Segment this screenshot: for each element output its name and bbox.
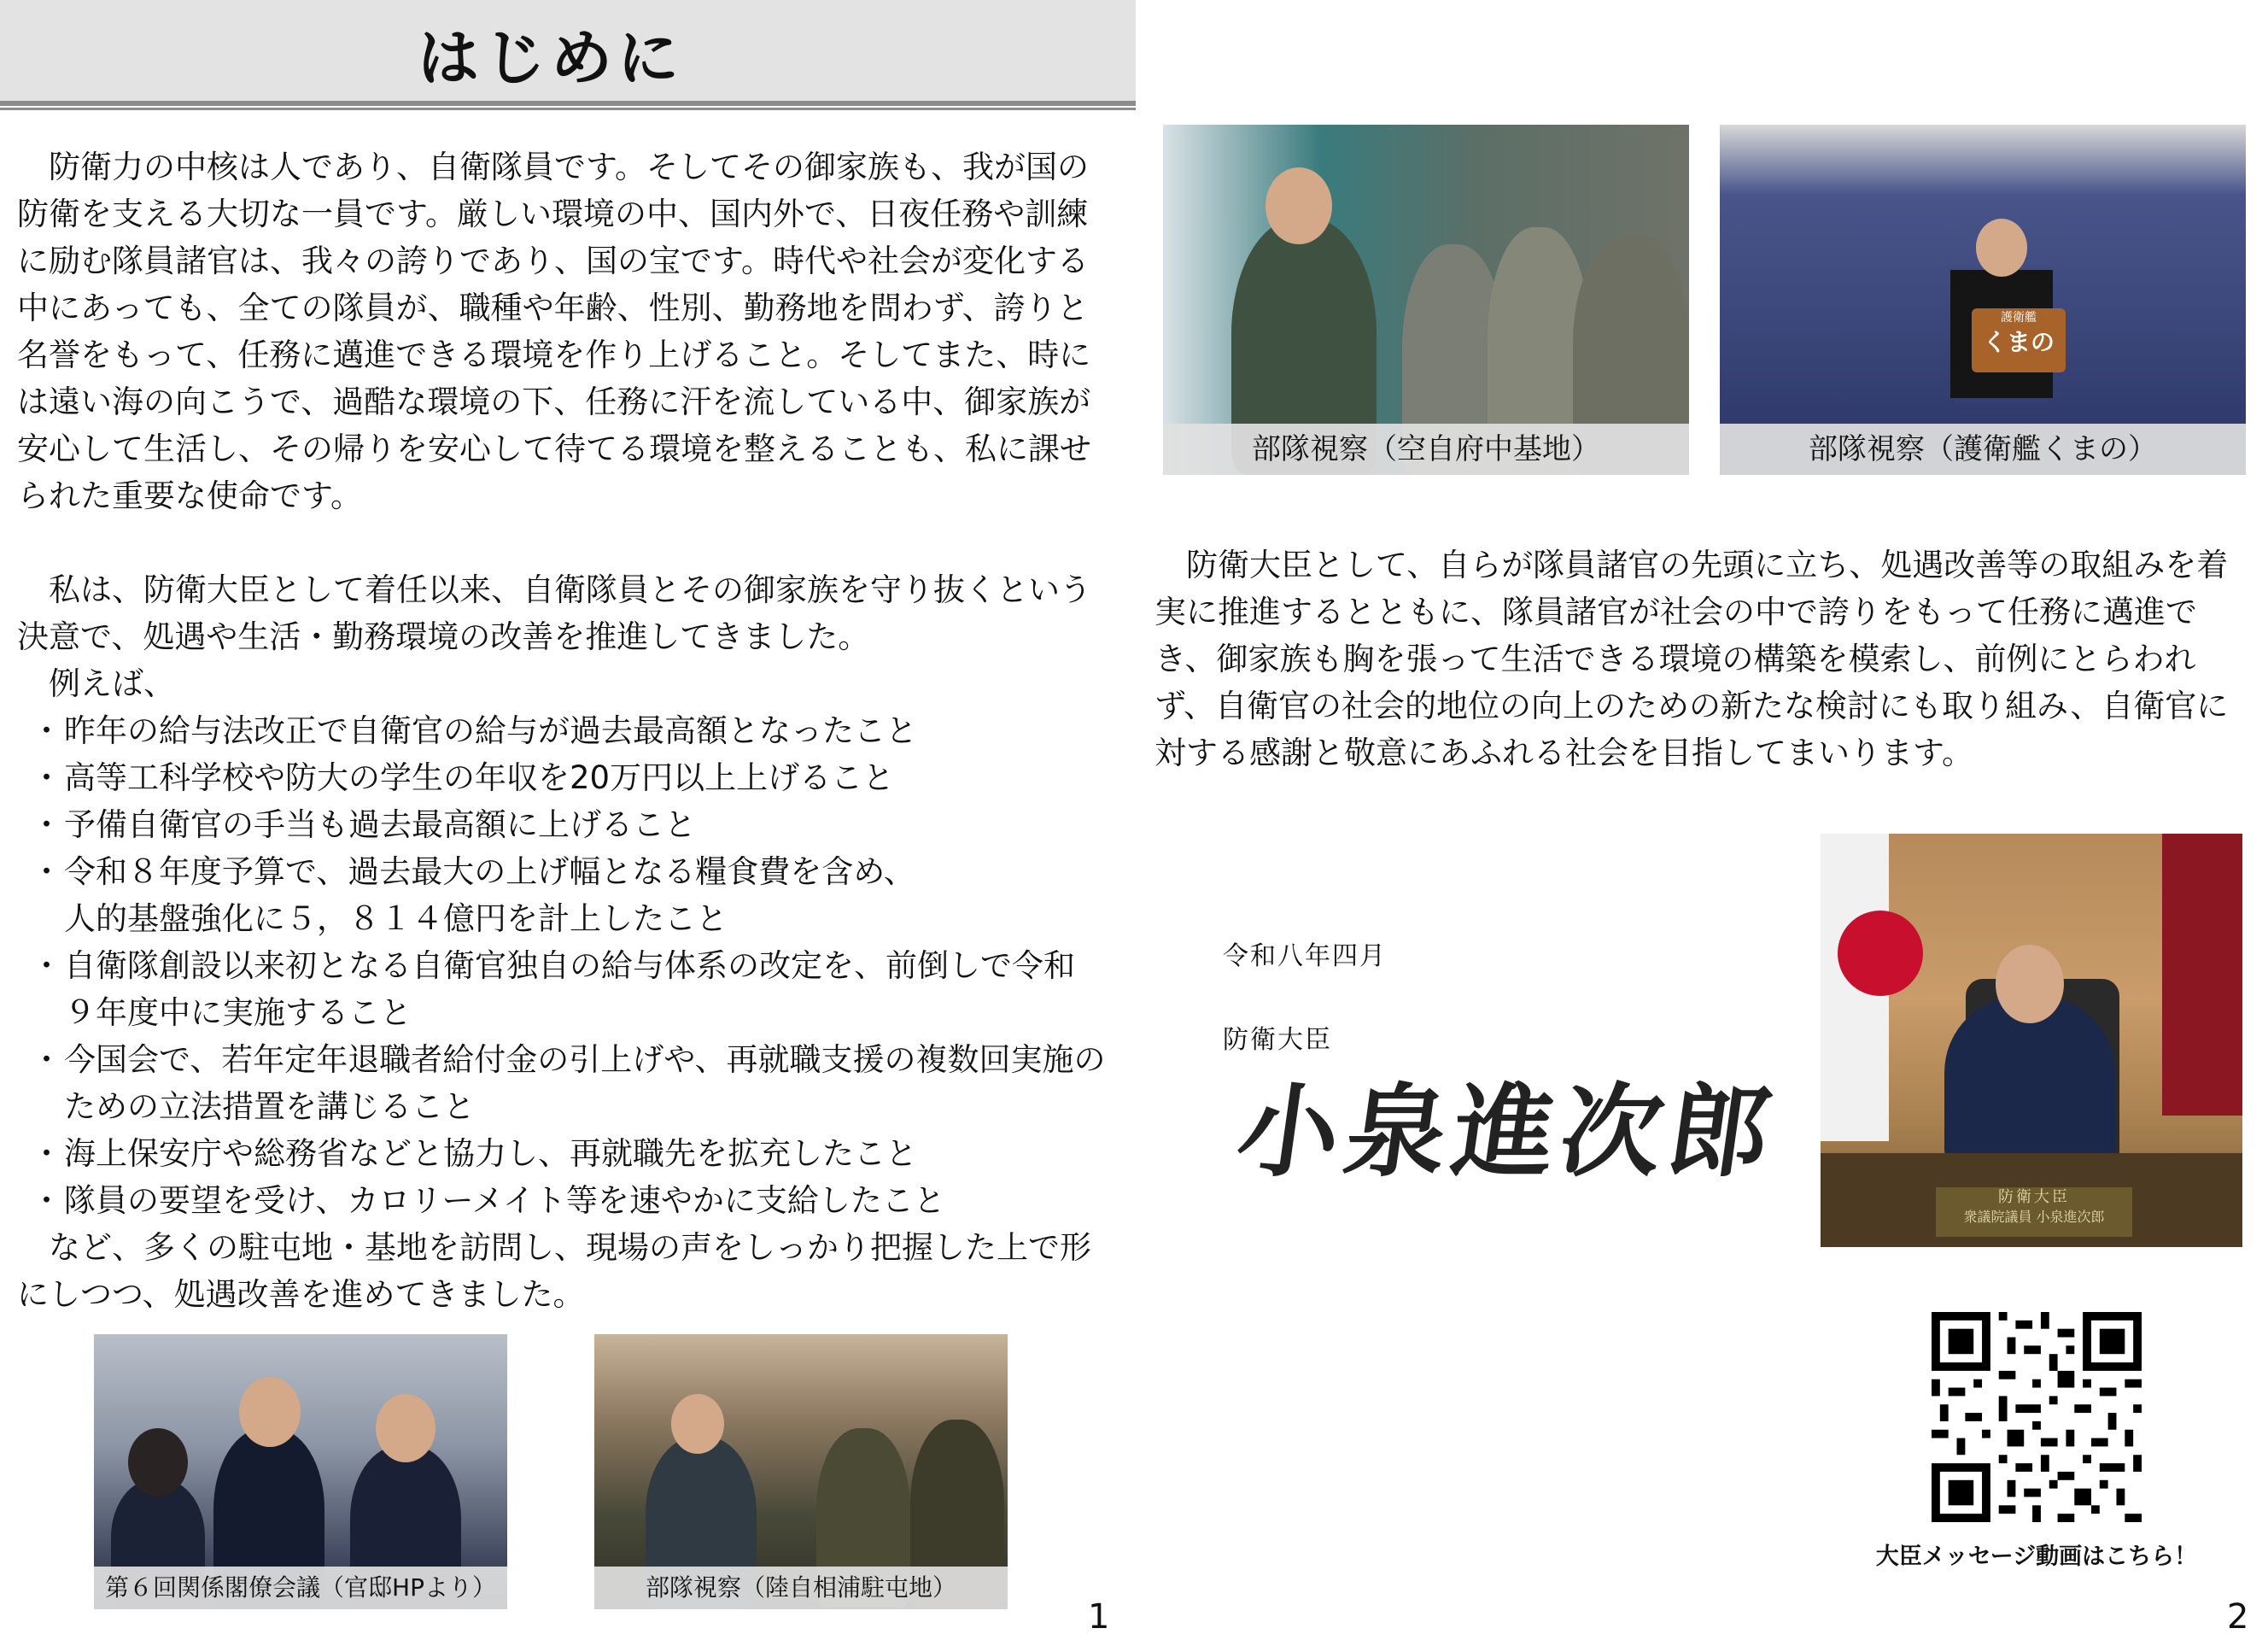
meeting-photo bbox=[94, 1334, 507, 1609]
intro-paragraph-2: 私は、防衛大臣として着任以来、自衛隊員とその御家族を守り抜くという決意で、処遇や生活・勤務環境の改善を推進してきました。 bbox=[17, 571, 1091, 655]
page-number-right: 2 bbox=[2227, 1597, 2249, 1637]
improvement-list bbox=[17, 707, 1106, 1224]
field-visit-photo bbox=[594, 1334, 1008, 1609]
minister-signature: 小泉進次郎 bbox=[1230, 1072, 1786, 1191]
field-visit-photo-caption: 部隊視察（陸自相浦駐屯地） bbox=[594, 1567, 1008, 1609]
list-item: ・ 令和８年度予算で、過去最大の上げ幅となる糧食費を含め、人的基盤強化に５，８１４億円を計上したこと bbox=[31, 853, 915, 937]
list-item: ・ 隊員の要望を受け、カロリーメイト等を速やかに支給したこと bbox=[31, 1182, 945, 1219]
qr-code[interactable] bbox=[1932, 1312, 2142, 1522]
right-text bbox=[1154, 542, 2244, 776]
japan-flag bbox=[1821, 834, 1889, 1141]
intro-paragraph-1: 防衛力の中核は人であり、自衛隊員です。そしてその御家族も、我が国の防衛を支える大切な一員です。厳しい環境の中、国内外で、日夜任務や訓練に励む隊員諸官は、我々の誇りであり、国の宝です。時代や社会が変化する中にあっても、全ての隊員が、職種や年齢、性別、勤務地を問わず、誇りと名誉をもって、任務に邁進できる環境を作り上げること。そしてまた、時には遠い海の向こうで、過酷な環境の下、任務に汗を流している中、御家族が安心して生活し、その帰りを安心して待てる環境を整えることも、私に課せられた重要な使命です。 bbox=[17, 149, 1091, 514]
fuchu-base-photo bbox=[1163, 125, 1689, 475]
fuchu-base-photo-caption: 部隊視察（空自府中基地） bbox=[1163, 424, 1689, 475]
kumano-ship-photo bbox=[1720, 125, 2246, 475]
kumano-ship-photo-caption: 部隊視察（護衛艦くまの） bbox=[1720, 424, 2246, 475]
position-text: 防衛大臣 bbox=[1223, 1025, 1332, 1055]
date-text: 令和八年四月 bbox=[1223, 941, 1387, 971]
header-divider bbox=[0, 108, 1136, 110]
list-item: ・ 予備自衛官の手当も過去最高額に上げること bbox=[31, 806, 696, 843]
right-paragraph: 防衛大臣として、自らが隊員諸官の先頭に立ち、処遇改善等の取組みを着実に推進するとともに、隊員諸官が社会の中で誇りをもって任務に邁進でき、御家族も胸を張って生活できる環境の構築を模索し、前例にとらわれず、自衛官の社会的地位の向上のための新たな検討にも取り組み、自衛官に対する感謝と敬意にあふれる社会を目指してまいります。 bbox=[1154, 547, 2229, 771]
intro-closing: など、多くの駐屯地・基地を訪問し、現場の声をしっかり把握した上で形にしつつ、処遇改善を進めてきました。 bbox=[17, 1229, 1091, 1313]
page-title: はじめに bbox=[417, 22, 684, 94]
minister-portrait bbox=[1821, 834, 2242, 1247]
list-item: ・ 昨年の給与法改正で自衛官の給与が過去最高額となったこと bbox=[31, 712, 917, 749]
meeting-photo-caption: 第６回関係閣僚会議（官邸HPより） bbox=[94, 1567, 507, 1609]
qr-caption: 大臣メッセージ動画はこちら！ bbox=[1875, 1543, 2198, 1570]
minister-nameplate: 防衛大臣 衆議院議員 小泉進次郎 bbox=[1936, 1187, 2132, 1237]
list-item: ・ 今国会で、若年定年退職者給付金の引上げや、再就職支援の複数回実施のための立法措置を講じること bbox=[31, 1041, 1106, 1125]
list-item: ・ 高等工科学校や防大の学生の年収を20万円以上上げること bbox=[31, 759, 895, 796]
intro-text bbox=[17, 144, 1106, 1318]
list-item: ・ 自衛隊創設以来初となる自衛官独自の給与体系の改定を、前倒しで令和９年度中に実施すること bbox=[31, 947, 1075, 1031]
ministry-flag bbox=[2162, 834, 2242, 1116]
page-number-left: 1 bbox=[1088, 1597, 1110, 1637]
list-item: ・ 海上保安庁や総務省などと協力し、再就職先を拡充したこと bbox=[31, 1135, 917, 1172]
kumano-sign: 護衛艦 くまの bbox=[1972, 308, 2066, 372]
example-lead: 例えば、 bbox=[49, 665, 175, 702]
